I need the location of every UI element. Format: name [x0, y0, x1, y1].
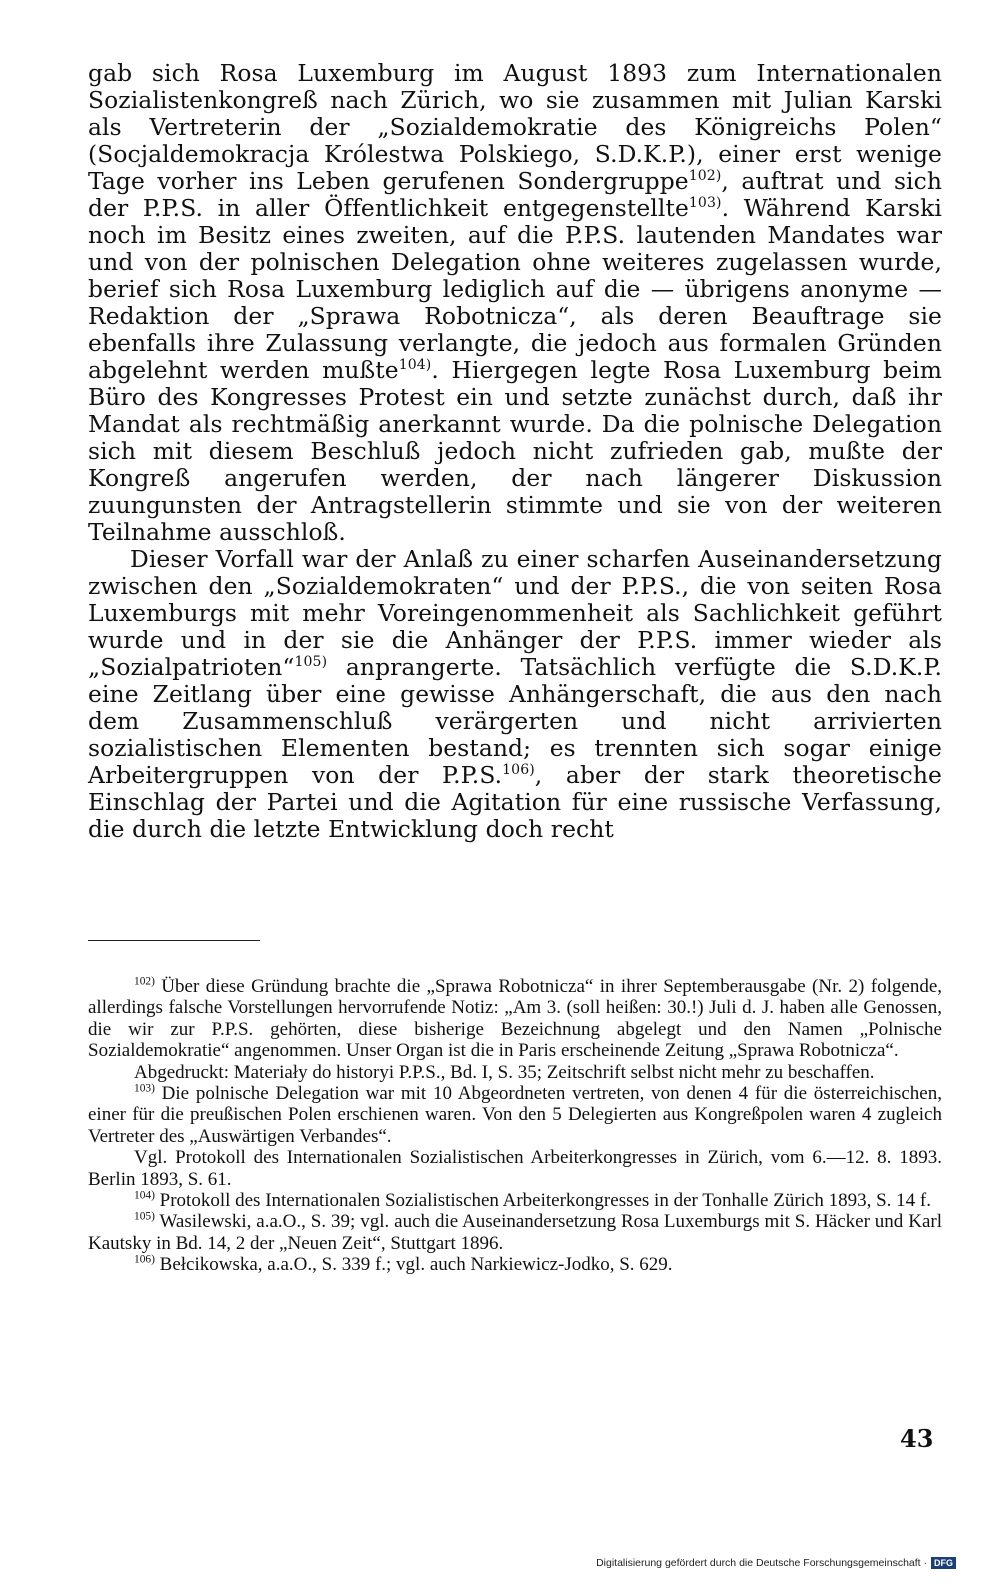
text-run: Wasilewski, a.a.O., S. 39; vgl. auch die Auseinandersetzung Rosa Luxemburgs mit S. Häcker und Karl Kautsky in Bd. 14, 2 der „Neuen Zeit“, Stuttgart 1896.	[88, 1211, 942, 1254]
footnote	[88, 1254, 942, 1275]
text-run: Protokoll des Internationalen Sozialistischen Arbeiterkongresses in der Tonhalle Zürich 1893, S. 14 f.	[154, 1190, 931, 1212]
footnote-marker: 105)	[294, 654, 328, 671]
text-run: gab sich Rosa Luxemburg im August 1893 zum Internationalen Sozialistenkongreß nach Zürich, wo sie zusammen mit Julian Karski als Vertreterin der „Sozialdemokratie des Königreichs Polen“ (Socjaldemokracja Królestwa Polskiego, S.D.K.P.), einer erst wenige Tage vorher ins Leben gerufenen Sondergruppe	[88, 59, 942, 195]
text-run: Bełcikowska, a.a.O., S. 339 f.; vgl. auch Narkiewicz-Jodko, S. 629.	[154, 1254, 673, 1276]
footnote	[88, 1062, 942, 1083]
footnotes	[88, 976, 942, 1276]
footnote	[88, 1147, 942, 1190]
footnote-marker: 102)	[134, 975, 155, 988]
dfg-logo: DFG	[931, 1557, 956, 1569]
footnote-marker: 105)	[134, 1211, 155, 1224]
main-text	[88, 60, 942, 843]
footnote-marker: 103)	[134, 1082, 155, 1095]
footnote-marker: 106)	[502, 762, 535, 779]
text-run: . Hiergegen legte Rosa Luxemburg beim Büro des Kongresses Protest ein und setzte zunächst durch, daß ihr Mandat als rechtmäßig anerkannt wurde. Da die polnische Delegation sich mit diesem Beschluß jedoch nicht zufrieden gab, mußte der Kongreß angerufen werden, der nach längerer Diskussion zuungunsten der Antragstellerin stimmte und sie von der weiteren Teilnahme ausschloß.	[88, 356, 942, 546]
digitization-credit	[596, 1557, 956, 1569]
text-run: Dieser Vorfall war der Anlaß zu einer scharfen Auseinandersetzung zwischen den „Sozialdemokraten“ und der P.P.S., die von seiten Rosa Luxemburgs mit mehr Voreingenommenheit als Sachlichkeit geführt wurde und in der sie die Anhänger der P.P.S. immer wieder als „Sozialpatrioten“	[88, 545, 942, 681]
body-paragraph	[88, 60, 942, 546]
credit-text: Digitalisierung gefördert durch die Deutsche Forschungsgemeinschaft ·	[596, 1557, 927, 1569]
footnote-divider	[88, 940, 260, 941]
footnote	[88, 1190, 942, 1211]
footnote-marker: 104)	[398, 357, 432, 374]
footnote-marker: 103)	[688, 195, 722, 212]
footnote-marker: 102)	[688, 168, 722, 185]
text-run: , auftrat und sich der P.P.S. in aller Öffentlichkeit entgegenstellte	[88, 167, 942, 222]
text-run: anprangerte. Tatsächlich verfügte die S.D.K.P. eine Zeitlang über eine gewisse Anhängerschaft, die aus den nach dem Zusammenschluß verärgerten und nicht arrivierten sozialistischen Elementen bestand; es trennten sich sogar einige Arbeitergruppen von der P.P.S.	[88, 653, 942, 789]
body-paragraph	[88, 546, 942, 843]
footnote	[88, 976, 942, 1062]
text-run: , aber der stark theoretische Einschlag der Partei und die Agitation für eine russische Verfassung, die durch die letzte Entwicklung doch recht	[88, 761, 942, 843]
page-number: 43	[900, 1424, 934, 1453]
footnote	[88, 1083, 942, 1147]
text-run: . Während Karski noch im Besitz eines zweiten, auf die P.P.S. lautenden Mandates war und von der polnischen Delegation ohne weiteres zugelassen wurde, berief sich Rosa Luxemburg lediglich auf die — übrigens anonyme — Redaktion der „Sprawa Robotnicza“, als deren Beauftrage sie ebenfalls ihre Zulassung verlangte, die jedoch aus formalen Gründen abgelehnt werden mußte	[88, 194, 942, 384]
footnote-marker: 106)	[134, 1253, 155, 1266]
footnote	[88, 1211, 942, 1254]
text-run: Über diese Gründung brachte die „Sprawa Robotnicza“ in ihrer Septemberausgabe (Nr. 2) folgende, allerdings falsche Vorstellungen hervorrufende Notiz: „Am 3. (soll heißen: 30.!) Juli d. J. haben alle Genossen, die wir zur P.P.S. gehörten, diese bisherige Bezeichnung abgelegt und den Namen „Polnische Sozialdemokratie“ angenommen. Unser Organ ist die in Paris erscheinende Zeitung „Sprawa Robotnicza“.	[88, 976, 942, 1062]
text-run: Vgl. Protokoll des Internationalen Sozialistischen Arbeiterkongresses in Zürich, vom 6.—12. 8. 1893. Berlin 1893, S. 61.	[88, 1147, 942, 1190]
footnote-marker: 104)	[134, 1189, 155, 1202]
text-run: Die polnische Delegation war mit 10 Abgeordneten vertreten, von denen 4 für die österreichischen, einer für die preußischen Polen erschienen waren. Von den 5 Delegierten aus Kongreßpolen waren 4 zugleich Vertreter des „Auswärtigen Verbandes“.	[88, 1083, 942, 1147]
text-run: Abgedruckt: Materiały do historyi P.P.S., Bd. I, S. 35; Zeitschrift selbst nicht mehr zu beschaffen.	[134, 1061, 875, 1083]
